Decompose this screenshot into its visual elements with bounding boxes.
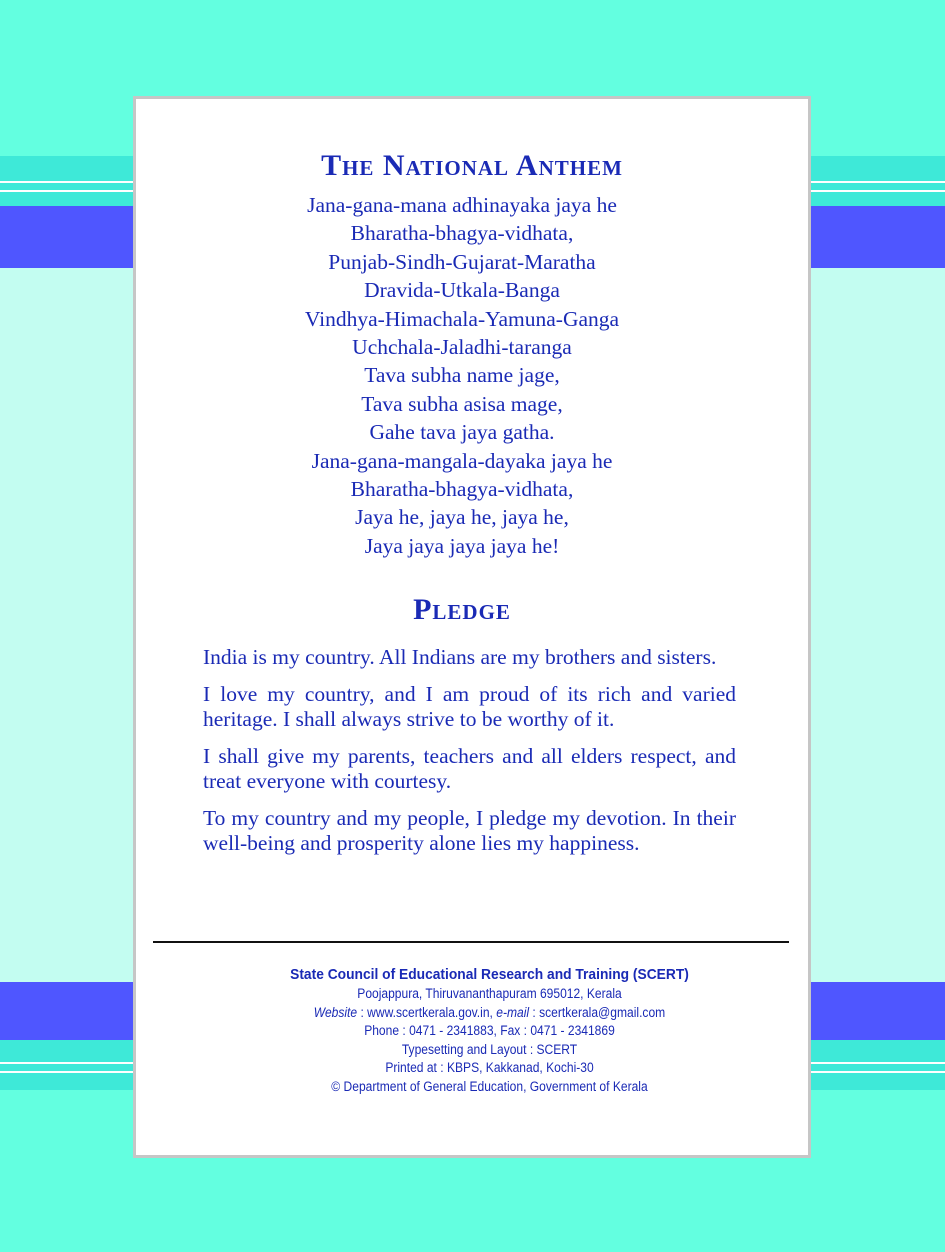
anthem-line: Tava subha asisa mage, — [361, 391, 563, 416]
anthem-line: Jaya jaya jaya jaya he! — [364, 533, 560, 558]
anthem-line: Jana-gana-mana adhinayaka jaya he — [307, 193, 617, 217]
publisher-contact: Website : www.scertkerala.gov.in, e-mail : scertkerala@gmail.com — [313, 1004, 666, 1020]
anthem-line: Jaya he, jaya he, jaya he, — [355, 505, 569, 530]
printer-credit: Printed at : KBPS, Kakkanad, Kochi-30 — [385, 1060, 594, 1076]
anthem-line: Uchchala-Jaladhi-taranga — [352, 335, 572, 360]
pledge-paragraph: I shall give my parents, teachers and all elders respect, and treat everyone with courtesy. — [203, 744, 736, 793]
publisher-phone: Phone : 0471 - 2341883, Fax : 0471 - 2341869 — [364, 1023, 615, 1039]
pledge-paragraph: India is my country. All Indians are my brothers and sisters. — [203, 645, 717, 669]
email-link[interactable]: scertkerala@gmail.com — [539, 1004, 666, 1020]
content-card — [133, 96, 811, 1158]
pledge-title: Pledge — [413, 593, 511, 626]
footer-divider — [153, 941, 789, 943]
anthem-line: Punjab-Sindh-Gujarat-Maratha — [328, 249, 596, 274]
anthem-line: Bharatha-bhagya-vidhata, — [350, 477, 574, 502]
publisher-footer — [156, 965, 823, 1097]
anthem-line: Bharatha-bhagya-vidhata, — [350, 221, 574, 246]
anthem-line: Tava subha name jage, — [364, 363, 560, 388]
anthem-lines — [136, 191, 788, 560]
anthem-title: The National Anthem — [321, 149, 623, 182]
website-link[interactable]: www.scertkerala.gov.in, — [367, 1004, 493, 1020]
anthem-line: Dravida-Utkala-Banga — [364, 278, 560, 303]
copyright-notice: © Department of General Education, Government of Kerala — [331, 1078, 648, 1094]
anthem-line: Gahe tava jaya gatha. — [369, 420, 555, 445]
website-label: Website — [313, 1004, 358, 1020]
pledge-paragraph: I love my country, and I am proud of its rich and varied heritage. I shall always strive to be worthy of it. — [203, 682, 736, 731]
pledge-paragraph: To my country and my people, I pledge my devotion. In their well-being and prosperity alone lies my happiness. — [203, 806, 736, 855]
typesetting-credit: Typesetting and Layout : SCERT — [401, 1041, 578, 1057]
pledge-text — [203, 645, 736, 868]
anthem-line: Jana-gana-mangala-dayaka jaya he — [311, 448, 613, 473]
publisher-name: State Council of Educational Research and Training (SCERT) — [290, 966, 689, 983]
email-label: e-mail — [496, 1004, 530, 1020]
anthem-line: Vindhya-Himachala-Yamuna-Ganga — [304, 306, 620, 331]
publisher-address: Poojappura, Thiruvananthapuram 695012, Kerala — [357, 986, 622, 1001]
